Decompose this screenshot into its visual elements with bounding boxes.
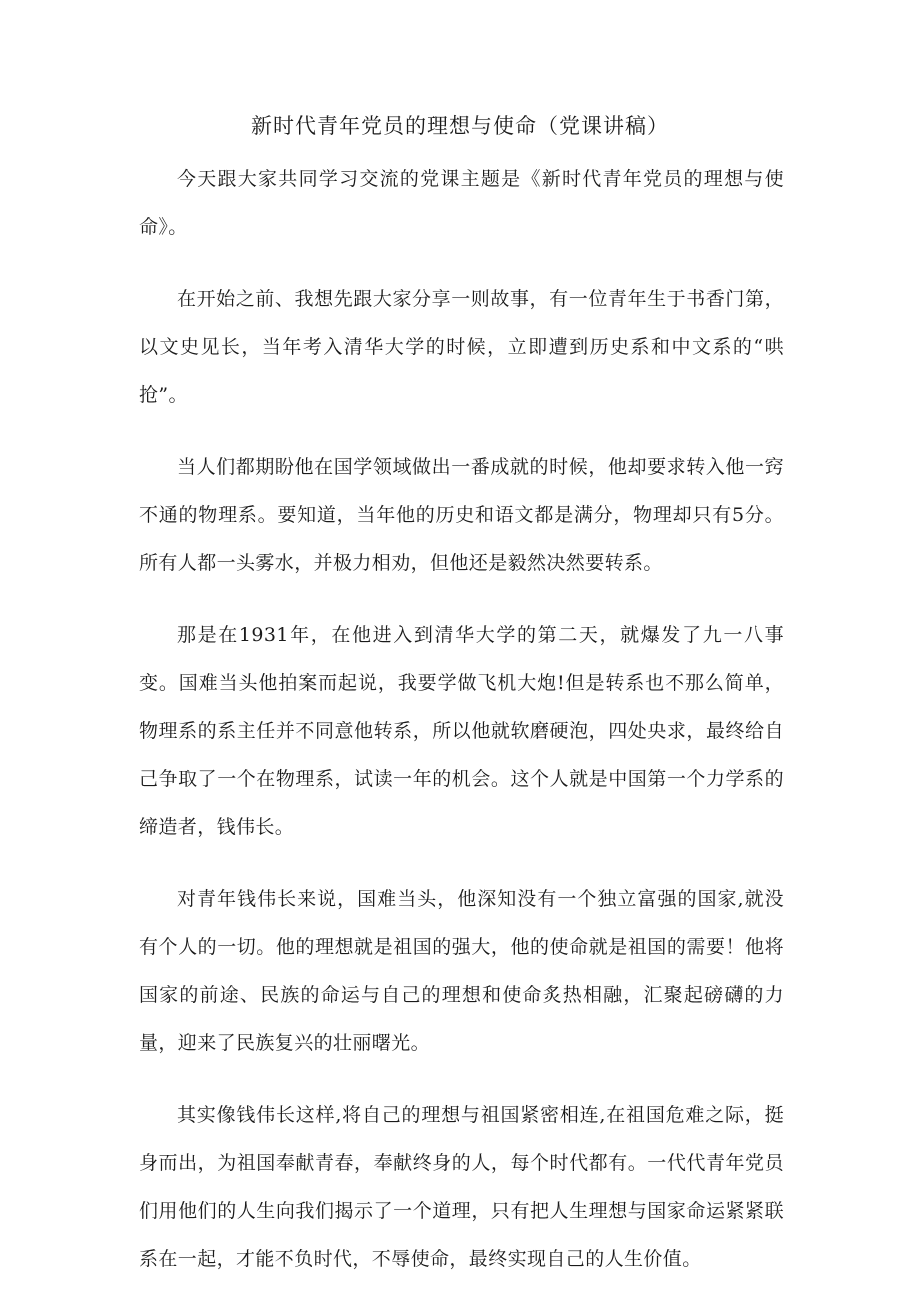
document-title: 新时代青年党员的理想与使命（党课讲稿） xyxy=(251,114,669,138)
paragraph-1: 今天跟大家共同学习交流的党课主题是《新时代青年党员的理想与使命》。 xyxy=(139,168,784,238)
paragraph-5: 对青年钱伟长来说，国难当头，他深知没有一个独立富强的国家,就没有个人的一切。他的理想就是祖国的强大，他的使命就是祖国的需要！他将国家的前途、民族的命运与自己的理想和使命炙热相融，汇聚起磅礴的力量，迎来了民族复兴的壮丽曙光。 xyxy=(139,888,784,1054)
paragraph-6: 其实像钱伟长这样,将自己的理想与祖国紧密相连,在祖国危难之际，挺身而出，为祖国奉献青春，奉献终身的人，每个时代都有。一代代青年党员们用他们的人生向我们揭示了一个道理，只有把人生理想与国家命运紧紧联系在一起，才能不负时代，不辱使命，最终实现自己的人生价值。 xyxy=(139,1104,784,1270)
document-body xyxy=(139,155,784,1307)
paragraph-2: 在开始之前、我想先跟大家分享一则故事，有一位青年生于书香门第，以文史见长，当年考入清华大学的时候，立即遭到历史系和中文系的“哄抢”。 xyxy=(139,288,784,406)
paragraph-3: 当人们都期盼他在国学领域做出一番成就的时候，他却要求转入他一窍不通的物理系。要知道，当年他的历史和语文都是满分，物理却只有5分。所有人都一头雾水，并极力相劝，但他还是毅然决然要转系。 xyxy=(139,456,784,574)
paragraph-4: 那是在1931年，在他进入到清华大学的第二天，就爆发了九一八事变。国难当头他拍案而起说，我要学做飞机大炮!但是转系也不那么简单，物理系的系主任并不同意他转系，所以他就软磨硬泡，四处央求，最终给自己争取了一个在物理系，试读一年的机会。这个人就是中国第一个力学系的缔造者，钱伟长。 xyxy=(139,624,784,838)
